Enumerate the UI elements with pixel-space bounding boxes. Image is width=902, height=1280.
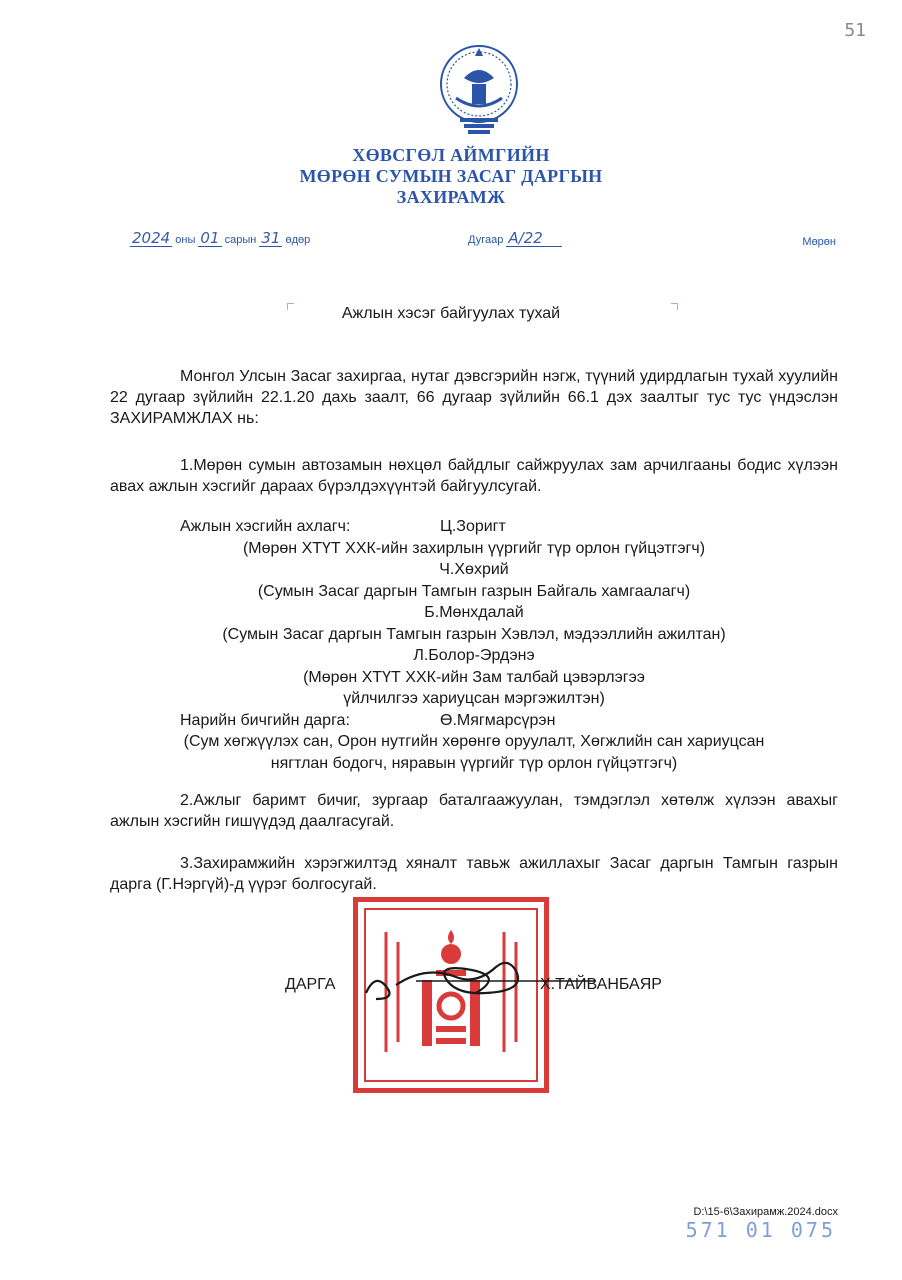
- date-year-suffix: оны: [175, 234, 196, 246]
- member-1-name: Ч.Хөхрий: [439, 561, 509, 578]
- page-number: 51: [844, 20, 866, 41]
- secretary-role-line2: нягтлан бодогч, няравын үүргийг түр орлон гүйцэтгэгч): [270, 754, 678, 772]
- signer-name: Х.ТАЙВАНБАЯР: [540, 976, 662, 993]
- state-emblem-icon: [436, 40, 522, 136]
- document-title: Ажлын хэсэг байгуулах тухай: [341, 305, 561, 322]
- number-line: [468, 230, 562, 247]
- header-governor: МӨРӨН СУМЫН ЗАСАГ ДАРГЫН: [299, 166, 603, 186]
- intro-paragraph: Монгол Улсын Засаг захиргаа, нутаг дэвсгэрийн нэгж, түүний удирдлагын тухай хуулийн 22 дугаар зүйлийн 22.1.20 дахь заалт, 66 дугаар зүйлийн 66.1 дэх заалтыг тус тус үндэслэн ЗАХИРАМЖЛАХ нь:: [110, 368, 838, 427]
- number-label: Дугаар: [468, 234, 504, 246]
- date-day-suffix: өдөр: [285, 234, 311, 246]
- signature-title: ДАРГА: [285, 976, 336, 993]
- place: Мөрөн: [802, 236, 836, 248]
- leader-name: Ц.Зоригт: [440, 518, 506, 535]
- date-month-suffix: сарын: [224, 234, 257, 246]
- document-header: [0, 145, 902, 208]
- members-list: [110, 516, 838, 774]
- member-3-role-line2: үйлчилгээ хариуцсан мэргэжилтэн): [343, 690, 605, 707]
- member-1-role: (Сумын Засаг даргын Тамгын газрын Байгаль хамгаалагч): [257, 582, 691, 600]
- file-path: D:\15-6\Захирамж.2024.docx: [693, 1206, 838, 1218]
- date-year: 2024: [132, 229, 171, 247]
- header-province: ХӨВСГӨЛ АЙМГИЙН: [352, 145, 550, 165]
- leader-role: (Мөрөн ХТҮТ ХХК-ийн захирлын үүргийг түр орлон гүйцэтгэгч): [242, 539, 706, 557]
- leader-label: Ажлын хэсгийн ахлагч:: [180, 518, 351, 535]
- secretary-role-line1: (Сум хөгжүүлэх сан, Орон нутгийн хөрөнгө оруулалт, Хөгжлийн сан хариуцсан: [183, 733, 765, 750]
- member-2-name: Б.Мөнхдалай: [424, 604, 524, 621]
- item-1: 1.Мөрөн сумын автозамын нөхцөл байдлыг сайжруулах зам арчилгааны бодис хүлээн авах ажлын хэсгийг дараах бүрэлдэхүүнтэй байгуулсугай.: [110, 457, 838, 495]
- header-doc-type: ЗАХИРАМЖ: [396, 187, 506, 207]
- date-month: 01: [200, 229, 220, 247]
- document-number: А/22: [506, 230, 562, 247]
- secretary-name: Ө.Мягмарсүрэн: [440, 711, 556, 729]
- date-day: 31: [261, 229, 281, 247]
- date-line: [130, 230, 310, 247]
- item-3: 3.Захирамжийн хэрэгжилтэд хяналт тавьж ажиллахыг Засаг даргын Тамгын газрын дарга (Г.Нэргүй)-д үүрэг болгосугай.: [110, 855, 838, 893]
- member-2-role: (Сумын Засаг даргын Тамгын газрын Хэвлэл, мэдээллийн ажилтан): [222, 625, 726, 643]
- member-3-name: Л.Болор-Эрдэнэ: [413, 647, 535, 664]
- secretary-label: Нарийн бичгийн дарга:: [180, 711, 350, 729]
- member-3-role-line1: (Мөрөн ХТҮТ ХХК-ийн Зам талбай цэвэрлэгээ: [303, 668, 645, 686]
- item-2: 2.Ажлыг баримт бичиг, зургаар баталгаажуулан, тэмдэглэл хөтөлж хүлээн авахыг ажлын хэсгийн гишүүдэд даалгасугай.: [110, 792, 838, 830]
- stamp-number: 571 01 075: [685, 1218, 836, 1242]
